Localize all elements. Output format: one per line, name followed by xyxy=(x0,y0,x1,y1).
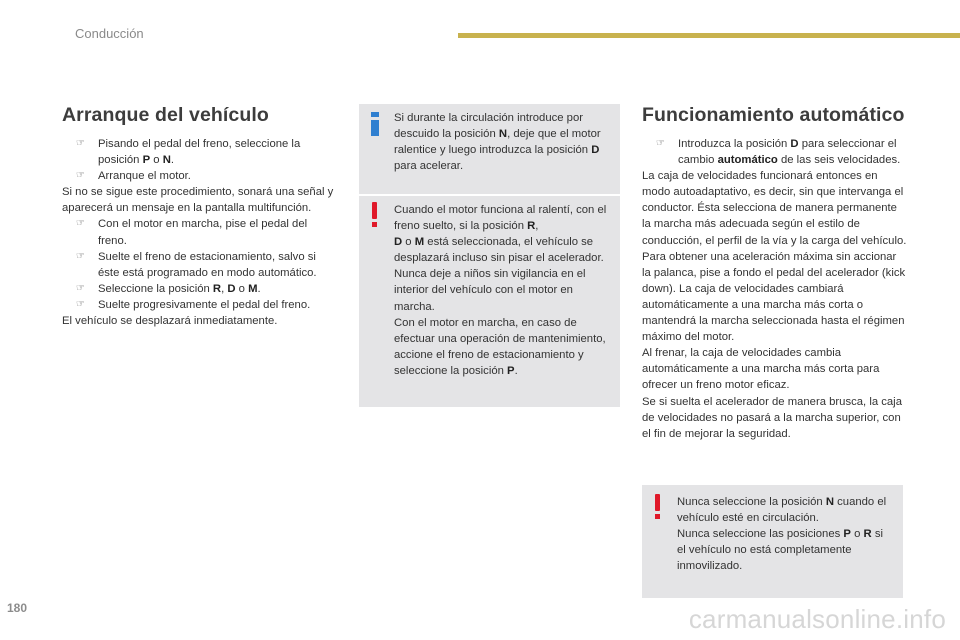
header-rule xyxy=(458,33,960,38)
right-heading: Funcionamiento automático xyxy=(642,104,905,126)
paragraph-vehicle-moves: El vehículo se desplazará inmediatamente. xyxy=(62,315,278,328)
pointing-hand-icon: ☞ xyxy=(76,170,85,182)
section-label: Conducción xyxy=(75,26,144,41)
pointing-hand-icon: ☞ xyxy=(656,138,665,149)
info-box xyxy=(359,104,620,194)
bullet-start-engine: ☞ Arranque el motor. xyxy=(62,168,334,184)
paragraph-autoadaptive: La caja de velocidades funcionará entonces en modo autoadaptativo, es decir, sin que intervanga el conductor. Ésta selecciona de manera permanente la marcha más adecuada según el estilo de conducción, el perfil de la vía y la carga del vehículo. xyxy=(642,170,907,247)
exclamation-icon xyxy=(371,202,379,228)
warning-box-positions-text xyxy=(677,494,891,574)
exclamation-icon xyxy=(654,494,662,520)
warning-children-paragraph: Nunca deje a niños sin vigilancia en el interior del vehículo con el motor en marcha. xyxy=(394,268,586,313)
watermark: carmanualsonline.info xyxy=(688,604,946,634)
paragraph-release-accelerator: Se si suelta el acelerador de manera brusca, la caja de velocidades no pasará a la marcha superior, con el fin de mejorar la seguridad. xyxy=(642,395,902,440)
warning-box-positions xyxy=(642,485,903,598)
warning-p-r-paragraph: Nunca seleccione las posiciones P o R si el vehículo no está completamente inmovilizado. xyxy=(677,528,884,573)
warning-idle-paragraph: Cuando el motor funciona al ralentí, con el freno suelto, si la posición R, D o M está seleccionada, el vehículo se desplazará incluso sin pisar el acelerador. xyxy=(394,204,607,265)
warning-box-idle-text xyxy=(394,202,608,379)
pointing-hand-icon: ☞ xyxy=(76,138,85,149)
bullet-release-parking-brake: ☞ Suelte el freno de estacionamiento, salvo si éste está programado en modo automático. xyxy=(76,250,317,279)
warning-maintenance-paragraph: Con el motor en marcha, en caso de efectuar una operación de mantenimiento, accione el freno de estacionamiento y seleccione la posición P. xyxy=(394,316,606,377)
paragraph-warning-signal: Si no se sigue este procedimiento, sonará una señal y aparecerá un mensaje en la pantalla multifunción. xyxy=(62,186,334,215)
page-number: 180 xyxy=(7,601,28,615)
pointing-hand-icon: ☞ xyxy=(76,298,85,310)
warning-box-idle xyxy=(359,196,620,407)
paragraph-kickdown: Para obtener una aceleración máxima sin accionar la palanca, pise a fondo el pedal del acelerador (kick down). La caja de velocidades cambiará automáticamente a una marcha más corta o mantendrá la marcha seleccionada hasta el régimen máximo del motor. xyxy=(642,250,906,344)
pointing-hand-icon: ☞ xyxy=(76,250,85,262)
paragraph-braking: Al frenar, la caja de velocidades cambia automáticamente a una marcha más corta para ofrecer un freno motor eficaz. xyxy=(642,347,880,392)
pointing-hand-icon: ☞ xyxy=(76,218,85,230)
bullet-select-position: ☞ Seleccione la posición R, D o M. xyxy=(62,281,334,297)
bullet-select-d: ☞ Introduzca la posición D para seleccionar el cambio automático de las seis velocidades. xyxy=(656,138,901,167)
left-column xyxy=(62,104,334,329)
bullet-press-brake: ☞ Con el motor en marcha, pise el pedal del freno. xyxy=(76,218,308,247)
left-heading: Arranque del vehículo xyxy=(62,104,269,126)
warning-n-paragraph: Nunca seleccione la posición N cuando el vehículo esté en circulación. xyxy=(677,496,887,525)
right-column xyxy=(642,104,908,442)
info-icon xyxy=(371,112,379,136)
bullet-release-brake: ☞ Suelte progresivamente el pedal del freno. xyxy=(62,297,334,313)
info-box-text: Si durante la circulación introduce por descuido la posición N, deje que el motor ralentice y luego introduzca la posición D para acelerar. xyxy=(394,112,601,173)
bullet-brake-position: ☞ Pisando el pedal del freno, seleccione la posición P o N. xyxy=(76,138,301,167)
pointing-hand-icon: ☞ xyxy=(76,282,85,294)
